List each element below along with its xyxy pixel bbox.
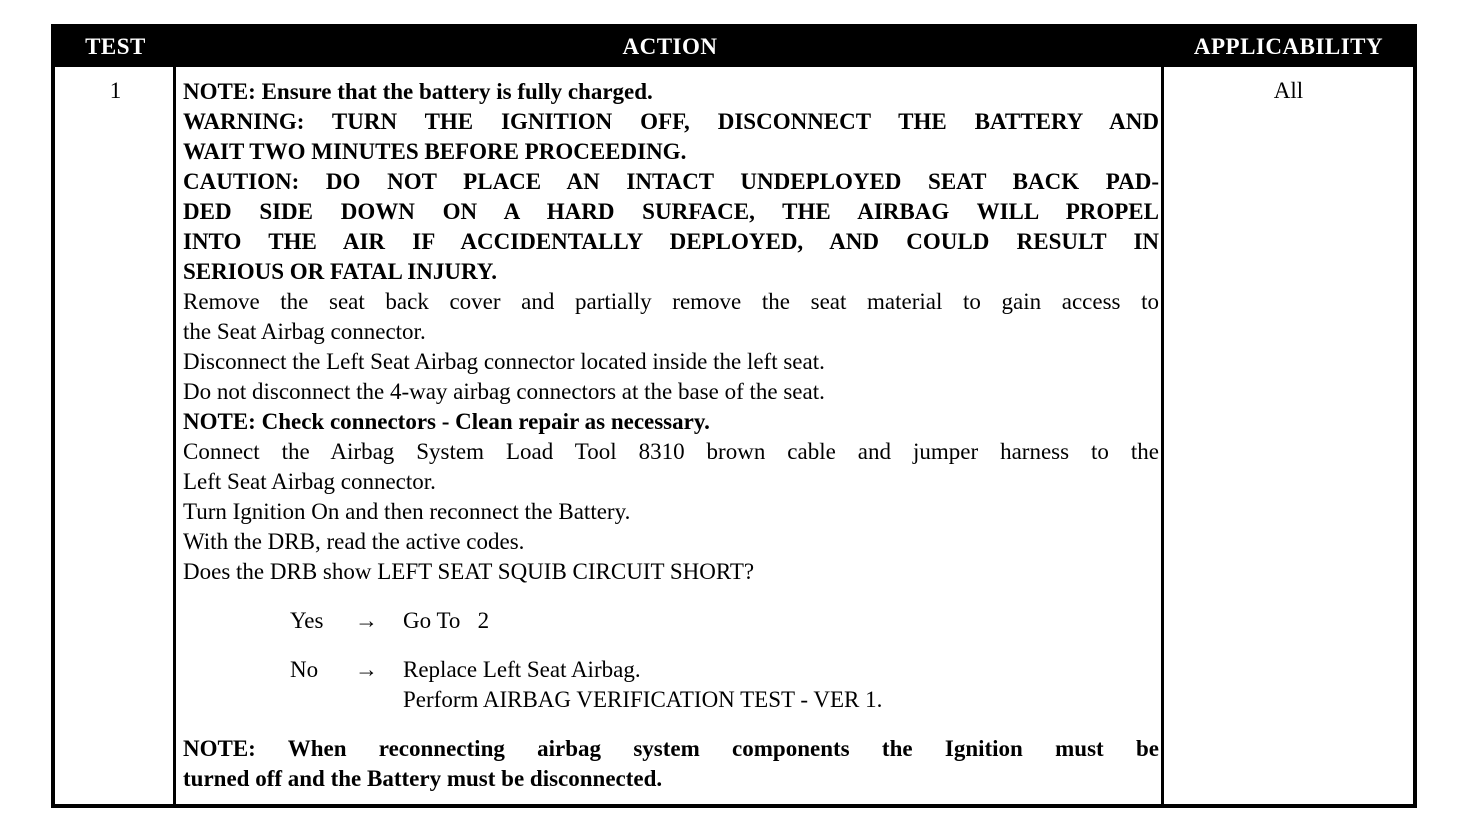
instruction-line: Disconnect the Left Seat Airbag connector located inside the left seat. (183, 349, 825, 374)
arrow-right-icon: → (355, 608, 378, 633)
instruction-line: Do not disconnect the 4-way airbag connectors at the base of the seat. (183, 379, 825, 404)
branch-no (183, 655, 1159, 685)
branch-no-text-2: Perform AIRBAG VERIFICATION TEST - VER 1. (403, 687, 883, 712)
branch-no-text: Replace Left Seat Airbag. (403, 657, 641, 682)
header-action: ACTION (622, 34, 718, 59)
branch-yes-label: Yes (290, 608, 324, 633)
instruction-line: the Seat Airbag connector. (183, 319, 426, 344)
instruction-line: With the DRB, read the active codes. (183, 529, 525, 554)
caution-line: SERIOUS OR FATAL INJURY. (183, 259, 498, 284)
header-test: TEST (85, 34, 146, 59)
warning-line: WAIT TWO MINUTES BEFORE PROCEEDING. (183, 139, 687, 164)
branch-no-label: No (290, 657, 319, 682)
column-divider (1161, 67, 1164, 804)
test-number: 1 (109, 78, 122, 103)
header-applicability: APPLICABILITY (1193, 34, 1384, 59)
procedure-table (51, 24, 1417, 808)
instruction-line: Left Seat Airbag connector. (183, 469, 436, 494)
arrow-right-icon: → (355, 657, 378, 682)
note-line: NOTE: Check connectors - Clean repair as necessary. (183, 409, 710, 434)
applicability-value: All (1273, 78, 1304, 103)
branch-yes-text: Go To 2 (403, 608, 490, 633)
instruction-line: Turn Ignition On and then reconnect the Battery. (183, 499, 631, 524)
warning-line: WARNING: TURN THE IGNITION OFF, DISCONNECT THE BATTERY AND (183, 109, 1159, 134)
final-note-line: turned off and the Battery must be disconnected. (183, 766, 663, 791)
branch-yes (183, 606, 1159, 636)
question-line: Does the DRB show LEFT SEAT SQUIB CIRCUIT SHORT? (183, 559, 755, 584)
action-cell (183, 77, 1159, 794)
branch-no-continued (183, 685, 1159, 715)
caution-line: INTO THE AIR IF ACCIDENTALLY DEPLOYED, AND COULD RESULT IN (183, 229, 1159, 254)
column-divider (173, 67, 176, 804)
note-line: NOTE: Ensure that the battery is fully charged. (183, 79, 653, 104)
instruction-line: Remove the seat back cover and partially remove the seat material to gain access to (183, 289, 1159, 314)
caution-line: DED SIDE DOWN ON A HARD SURFACE, THE AIRBAG WILL PROPEL (183, 199, 1159, 224)
instruction-line: Connect the Airbag System Load Tool 8310 brown cable and jumper harness to the (183, 439, 1159, 464)
final-note-line: NOTE: When reconnecting airbag system components the Ignition must be (183, 736, 1159, 761)
caution-line: CAUTION: DO NOT PLACE AN INTACT UNDEPLOYED SEAT BACK PAD- (183, 169, 1159, 194)
table-header (55, 28, 1413, 67)
